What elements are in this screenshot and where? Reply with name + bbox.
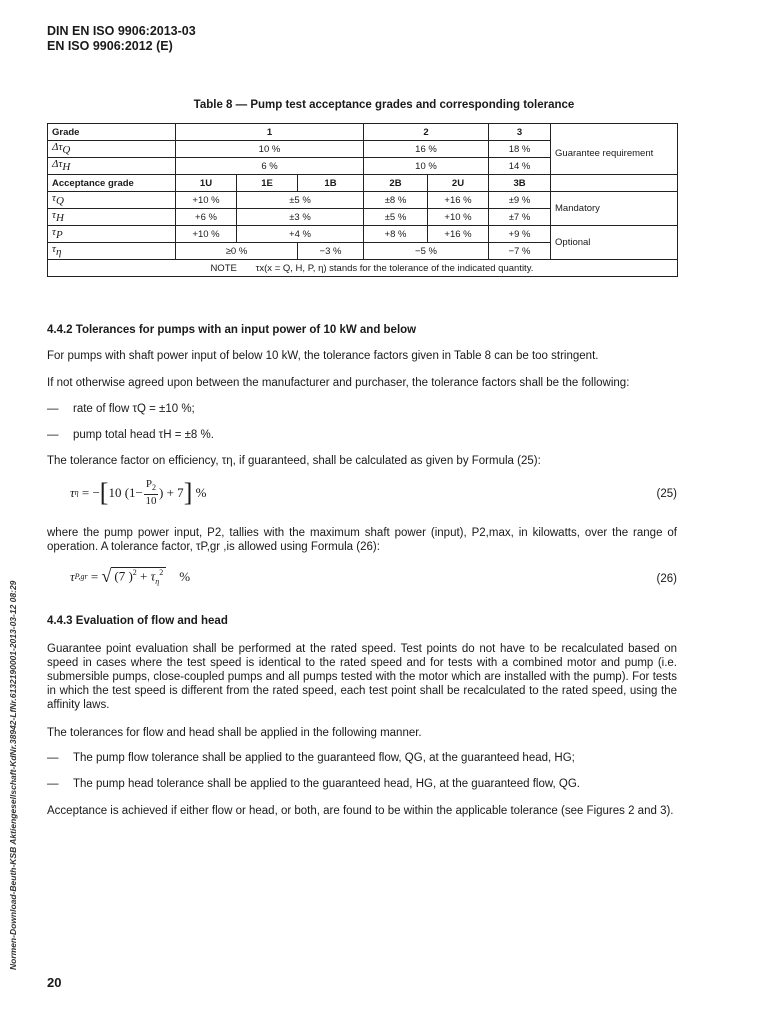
paragraph: The tolerances for flow and head shall be applied in the following manner. xyxy=(47,727,422,739)
mandatory-label: Mandatory xyxy=(551,192,678,226)
dash-bullet: — xyxy=(47,778,59,790)
table-row: Grade 1 2 3 Guarantee requirement xyxy=(48,124,678,141)
guarantee-label: Guarantee requirement xyxy=(551,124,678,175)
standard-id: DIN EN ISO 9906:2013-03 xyxy=(47,24,196,38)
table-row: $\tau_Q$ +10 % ±5 % ±8 % +16 % ±9 % Mandatory xyxy=(48,192,678,209)
paragraph: For pumps with shaft power input of below 10 kW, the tolerance factors given in Table 8 can be too stringent. xyxy=(47,350,599,362)
note-label: NOTE xyxy=(210,262,237,274)
table-note-row xyxy=(48,260,678,277)
optional-label: Optional xyxy=(551,226,678,260)
paragraph: where the pump power input, P2, tallies with the maximum shaft power (input), P2,max, in kilowatts, over the range of operation. A tolerance factor, τP,gr ,is allowed using Formula (26): xyxy=(47,527,677,553)
list-item: pump total head τH = ±8 %. xyxy=(73,429,214,441)
note-text: τx(x = Q, H, P, η) stands for the tolerance of the indicated quantity. xyxy=(255,262,534,274)
list-item: rate of flow τQ = ±10 %; xyxy=(73,403,195,415)
formula-number: (26) xyxy=(656,573,677,585)
dash-bullet: — xyxy=(47,429,59,441)
list-item: The pump head tolerance shall be applied to the guaranteed head, HG, at the guaranteed flow, QG. xyxy=(73,778,580,790)
formula-25: τ η = − [ 10 (1− $\frac{P_2}{10}$ ) + 7 ] % xyxy=(70,477,207,508)
dash-bullet: — xyxy=(47,752,59,764)
table-row: $\Delta\tau_H$ 6 % 10 % 14 % xyxy=(48,158,678,175)
standard-id-en: EN ISO 9906:2012 (E) xyxy=(47,39,173,53)
acceptance-label: Acceptance grade xyxy=(48,175,176,192)
paragraph: Acceptance is achieved if either flow or head, or both, are found to be within the applicable tolerance (see Figures 2 and 3). xyxy=(47,805,674,817)
page-number: 20 xyxy=(47,975,62,990)
tolerance-table xyxy=(47,123,678,277)
table-row: Acceptance grade 1U 1E 1B 2B 2U 3B xyxy=(48,175,678,192)
formula-26: τ P,gr = √ (7 )$^2 + \tau_\eta^2$ % xyxy=(70,566,191,586)
dash-bullet: — xyxy=(47,403,59,415)
table-row: $\tau_H$ +6 % ±3 % ±5 % +10 % ±7 % xyxy=(48,209,678,226)
table-row: $\Delta\tau_Q$ 10 % 16 % 18 % xyxy=(48,141,678,158)
paragraph: The tolerance factor on efficiency, τη, if guaranteed, shall be calculated as given by Formula (25): xyxy=(47,455,541,467)
formula-number: (25) xyxy=(656,488,677,500)
section-heading-442: 4.4.2 Tolerances for pumps with an input power of 10 kW and below xyxy=(47,324,417,336)
grade-label: Grade xyxy=(48,124,176,141)
table-row: $\tau_\eta$ ≥0 % −3 % −5 % −7 % xyxy=(48,243,678,260)
section-heading-443: 4.4.3 Evaluation of flow and head xyxy=(47,615,228,627)
list-item: The pump flow tolerance shall be applied to the guaranteed flow, QG, at the guaranteed head, HG; xyxy=(73,752,575,764)
paragraph: Guarantee point evaluation shall be performed at the rated speed. Test points do not have to be recalculated based on speed in cases where the test speed is identical to the rated speed and for tests with a combined motor and pump (i.e. submersible pumps, close-coupled pumps and all pumps tested with the motor which are installed with the pump). For tests in which the test speed is different from the rated speed, each test point shall be recalculated to the rated speed, using the affinity laws. xyxy=(47,643,677,711)
download-watermark: Normen-Download-Beuth-KSB Aktiengesellschaft-KdNr.38942-LfNr.6132190001-2013-03-12 08:29 xyxy=(8,580,18,970)
paragraph: If not otherwise agreed upon between the manufacturer and purchaser, the tolerance factors shall be the following: xyxy=(47,377,630,389)
table-caption: Table 8 — Pump test acceptance grades and corresponding tolerance xyxy=(193,99,575,111)
document-header xyxy=(47,24,196,54)
table-row: $\tau_P$ +10 % +4 % +8 % +16 % +9 % Optional xyxy=(48,226,678,243)
